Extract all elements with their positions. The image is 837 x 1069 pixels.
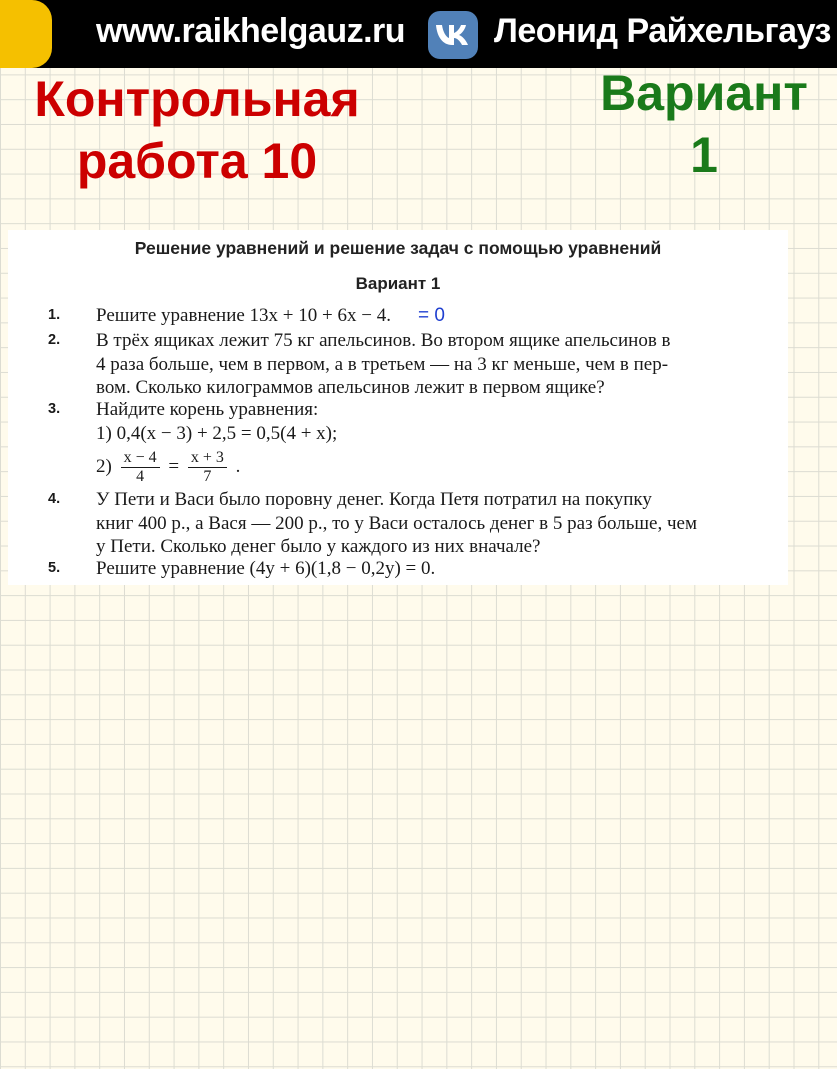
worksheet-variant: Вариант 1	[355, 274, 441, 293]
task-line: вом. Сколько килограммов апельсинов лежит в первом ящике?	[96, 377, 605, 398]
handwritten-text: = 0	[418, 305, 445, 326]
worksheet	[8, 230, 788, 585]
fraction-left	[121, 449, 160, 486]
site-url: www.raikhelgauz.ru	[96, 12, 406, 50]
task-number: 3.	[48, 401, 61, 417]
banner-yellow-tab	[0, 0, 52, 68]
work-title	[22, 68, 372, 192]
handwritten-equals-zero	[416, 305, 468, 327]
task-line: У Пети и Васи было поровну денег. Когда Петя потратил на покупку	[96, 489, 652, 510]
fraction-left-denominator: 4	[136, 468, 145, 485]
task-number: 1.	[48, 307, 61, 323]
task-line: Решите уравнение (4y + 6)(1,8 − 0,2y) = 0.	[96, 558, 436, 579]
task-number: 5.	[48, 560, 61, 576]
task-number: 4.	[48, 491, 61, 507]
variant-title-line2: 1	[690, 127, 718, 183]
variant-title	[588, 62, 820, 186]
task-line: книг 400 р., а Вася — 200 р., то у Васи осталось денег в 5 раз больше, чем	[96, 512, 697, 534]
fraction-right-numerator: x + 3	[188, 449, 227, 468]
task-line: Найдите корень уравнения:	[96, 399, 319, 420]
author-name: Леонид Райхельгауз	[494, 12, 831, 50]
fraction-right	[188, 449, 227, 486]
top-banner	[0, 0, 837, 68]
task-fraction-line	[96, 449, 756, 486]
task-line: 1) 0,4(x − 3) + 2,5 = 0,5(4 + x);	[96, 422, 338, 444]
work-title-line1: Контрольная	[34, 71, 360, 127]
task-number: 2.	[48, 332, 61, 348]
vk-logo-icon	[428, 11, 478, 59]
worksheet-heading: Решение уравнений и решение задач с помощью уравнений	[134, 238, 662, 258]
work-title-line2: работа 10	[76, 133, 318, 189]
fraction-right-denominator: 7	[203, 468, 212, 485]
task-line: 4 раза больше, чем в первом, а в третьем — на 3 кг меньше, чем в пер-	[96, 353, 669, 375]
fraction-equals: =	[168, 455, 180, 477]
variant-title-line1: Вариант	[600, 65, 808, 121]
fraction-left-numerator: x − 4	[121, 449, 160, 468]
fraction-end: .	[235, 455, 241, 477]
task-line: Решите уравнение 13x + 10 + 6x − 4.	[96, 305, 391, 326]
task-line: В трёх ящиках лежит 75 кг апельсинов. Во втором ящике апельсинов в	[96, 330, 671, 351]
fraction-label: 2)	[96, 455, 112, 477]
task-line: у Пети. Сколько денег было у каждого из них вначале?	[96, 536, 541, 557]
